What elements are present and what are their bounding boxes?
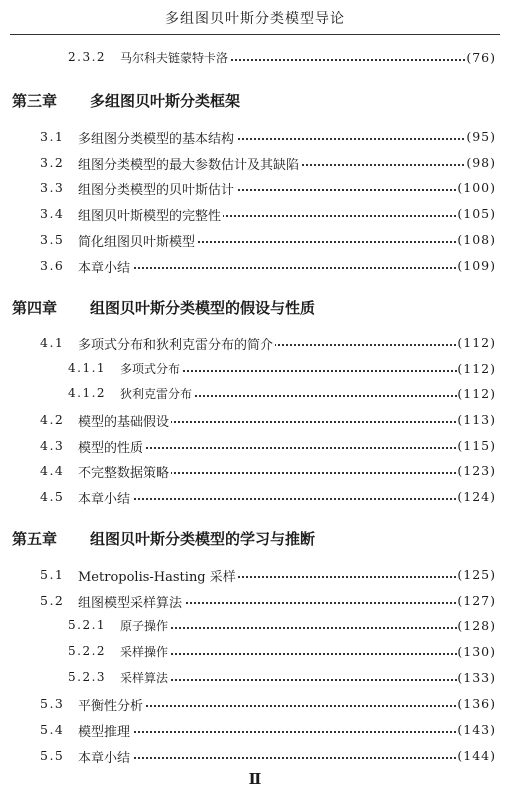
- entry-page: (128): [457, 618, 496, 633]
- dot-leader: [78, 755, 492, 759]
- dot-leader: [120, 677, 492, 681]
- entry-number: 4.2: [40, 412, 65, 427]
- entry-number: 5.1: [40, 567, 65, 582]
- entry-page: (113): [457, 412, 496, 427]
- entry-title: 多项式分布和狄利克雷分布的简介: [78, 334, 275, 353]
- entry-number: 4.3: [40, 438, 65, 453]
- section-entry: [0, 333, 510, 355]
- entry-number: 3.2: [40, 155, 65, 170]
- entry-page: (98): [466, 155, 496, 170]
- entry-title: 本章小结: [78, 488, 132, 507]
- entry-title: 组图贝叶斯模型的完整性: [78, 205, 223, 224]
- entry-number: 5.2.3: [68, 670, 107, 684]
- chapter-number: 第五章: [12, 530, 58, 548]
- section-entry: [0, 410, 510, 432]
- entry-number: 3.1: [40, 129, 65, 144]
- entry-number: 5.5: [40, 748, 65, 763]
- dot-leader: [120, 651, 492, 655]
- entry-title: 采样算法: [120, 671, 169, 685]
- entry-page: (124): [457, 489, 496, 504]
- section-entry: [0, 461, 510, 483]
- entry-title: 模型的基础假设: [78, 411, 171, 430]
- entry-title: 采样操作: [120, 645, 169, 659]
- entry-title: 模型的性质: [78, 437, 145, 456]
- entry-title: 本章小结: [78, 747, 132, 766]
- entry-page: (108): [457, 232, 496, 247]
- entry-page: (105): [457, 206, 496, 221]
- entry-title: 组图分类模型的贝叶斯估计: [78, 179, 236, 198]
- entry-number: 3.4: [40, 206, 65, 221]
- subsection-entry: [0, 668, 510, 690]
- entry-page: (95): [466, 129, 496, 144]
- entry-title: 狄利克雷分布: [120, 387, 193, 401]
- entry-title: 组图分类模型的最大参数估计及其缺陷: [78, 154, 301, 173]
- entry-title: 本章小结: [78, 257, 132, 276]
- entry-page: (112): [457, 335, 496, 350]
- section-entry: [0, 204, 510, 226]
- entry-number: 3.5: [40, 232, 65, 247]
- section-entry: [0, 487, 510, 509]
- entry-number: 5.2.1: [68, 618, 107, 632]
- chapter-number: 第四章: [12, 299, 58, 317]
- section-entry: [0, 694, 510, 716]
- entry-number: 4.5: [40, 489, 65, 504]
- section-entry: [0, 178, 510, 200]
- section-entry: [0, 230, 510, 252]
- chapter-heading: [12, 90, 240, 111]
- entry-page: (125): [457, 567, 496, 582]
- entry-title: 简化组图贝叶斯模型: [78, 231, 197, 250]
- entry-title: 模型推理: [78, 721, 132, 740]
- entry-page: (112): [457, 386, 496, 401]
- entry-number: 3.3: [40, 180, 65, 195]
- chapter-title: 组图贝叶斯分类模型的学习与推断: [90, 530, 316, 548]
- entry-number: 4.1: [40, 335, 65, 350]
- entry-page: (109): [457, 258, 496, 273]
- entry-number: 5.2: [40, 593, 65, 608]
- entry-number: 5.4: [40, 722, 65, 737]
- entry-page: (136): [457, 696, 496, 711]
- entry-page: (123): [457, 463, 496, 478]
- header-rule: [10, 34, 500, 35]
- entry-page: (100): [457, 180, 496, 195]
- entry-title: 平衡性分析: [78, 695, 145, 714]
- entry-title: 多项式分布: [120, 362, 181, 376]
- entry-page: (143): [457, 722, 496, 737]
- subsection-entry: [0, 642, 510, 664]
- chapter-heading: [12, 528, 315, 549]
- section-entry: [0, 436, 510, 458]
- dot-leader: [78, 265, 492, 269]
- entry-title: 不完整数据策略: [78, 462, 171, 481]
- entry-title: 马尔科夫链蒙特卡洛: [120, 51, 229, 65]
- section-entry: [0, 565, 510, 587]
- entry-page: (133): [457, 670, 496, 685]
- subsection-entry: [0, 384, 510, 406]
- entry-page: (112): [457, 361, 496, 376]
- chapter-heading: [12, 297, 315, 318]
- section-entry: [0, 591, 510, 613]
- entry-title: 多组图分类模型的基本结构: [78, 128, 236, 147]
- section-entry: [0, 720, 510, 742]
- entry-number: 3.6: [40, 258, 65, 273]
- entry-page: (127): [457, 593, 496, 608]
- subsection-entry: [0, 359, 510, 381]
- chapter-number: 第三章: [12, 92, 58, 110]
- entry-number: 5.2.2: [68, 644, 107, 658]
- section-entry: [0, 153, 510, 175]
- entry-number: 2.3.2: [68, 50, 107, 64]
- section-entry: [0, 746, 510, 768]
- running-header: 多组图贝叶斯分类模型导论: [165, 11, 345, 27]
- dot-leader: [78, 496, 492, 500]
- chapter-title: 组图贝叶斯分类模型的假设与性质: [90, 299, 316, 317]
- entry-number: 4.4: [40, 463, 65, 478]
- dot-leader: [120, 625, 492, 629]
- entry-number: 4.1.2: [68, 386, 107, 400]
- entry-title: Metropolis-Hasting 采样: [78, 566, 238, 585]
- entry-title: 原子操作: [120, 619, 169, 633]
- entry-page: (76): [466, 50, 496, 65]
- entry-page: (115): [457, 438, 496, 453]
- page-number: Ⅱ: [248, 770, 262, 788]
- section-entry: [0, 127, 510, 149]
- entry-page: (144): [457, 748, 496, 763]
- entry-number: 5.3: [40, 696, 65, 711]
- dot-leader: [78, 729, 492, 733]
- entry-title: 组图模型采样算法: [78, 592, 184, 611]
- entry-page: (130): [457, 644, 496, 659]
- subsection-entry: [0, 48, 510, 70]
- entry-number: 4.1.1: [68, 361, 107, 375]
- section-entry: [0, 256, 510, 278]
- chapter-title: 多组图贝叶斯分类框架: [90, 92, 241, 110]
- subsection-entry: [0, 616, 510, 638]
